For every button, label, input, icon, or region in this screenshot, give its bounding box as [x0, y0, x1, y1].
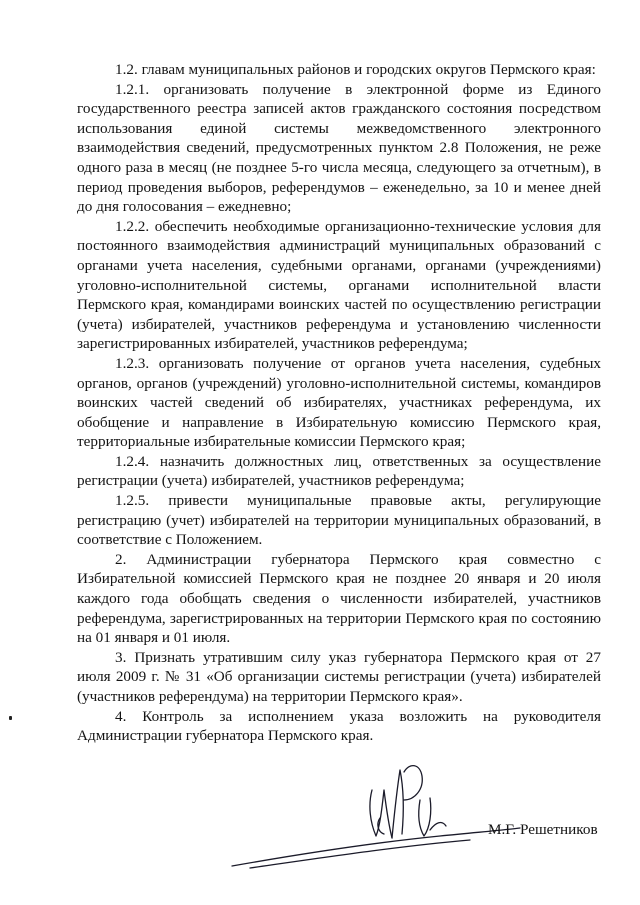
paragraph-1-2: 1.2. главам муниципальных районов и городских округов Пермского края: [115, 61, 596, 78]
paragraph-1-2-4: 1.2.4. назначить должностных лиц, ответственных за осуществление регистрации (учета) избирателей, участников референдума; [77, 452, 601, 490]
scan-speck [9, 716, 12, 720]
paragraph-1-2-3: 1.2.3. организовать получение от органов учета населения, судебных органов, органов (учреждений) уголовно-исполнительной системы, командиров воинских частей сведений об избирателях, участниках референдума, их обобщение и направление в Избирательную комиссию Пермского края, территориальные избирательные комиссии Пермского края; [77, 354, 601, 451]
document-body [77, 60, 601, 746]
paragraph-2: 2. Администрации губернатора Пермского края совместно с Избирательной комиссией Пермского края не позднее 20 января и 20 июля каждого года обобщать сведения о численности избирателей, участников референдума, зарегистрированных на территории Пермского края по состоянию на 01 января и 01 июля. [77, 550, 601, 647]
paragraph-1-2-5: 1.2.5. привести муниципальные правовые акты, регулирующие регистрацию (учет) избирателей на территории муниципальных образований, в соответствие с Положением. [77, 492, 601, 549]
signer-name: М.Г. Решетников [488, 821, 598, 838]
paragraph-1-2-1: 1.2.1. организовать получение в электронной форме из Единого государственного реестра записей актов гражданского состояния посредством использования единой системы межведомственного электронного взаимодействия сведений, предусмотренных пунктом 2.8 Положения, не реже одного раза в месяц (не позднее 5-го числа месяца, следующего за отчетным), в период проведения выборов, референдумов – еженедельно, за 10 и менее дней до дня голосования – ежедневно; [77, 80, 601, 216]
paragraph-3: 3. Признать утратившим силу указ губернатора Пермского края от 27 июля 2009 г. № 31 «Об организации системы регистрации (учета) избирателей (участников референдума) на территории Пермского края». [77, 648, 601, 705]
paragraph-4: 4. Контроль за исполнением указа возложить на руководителя Администрации губернатора Пермского края. [77, 707, 601, 745]
paragraph-1-2-2: 1.2.2. обеспечить необходимые организационно-технические условия для постоянного взаимодействия администраций муниципальных образований с органами учета населения, судебными органами, органами (учреждениями) уголовно-исполнительной системы, органами исполнительной власти Пермского края, командирами воинских частей по осуществлению регистрации (учета) избирателей, участников референдума и установлению численности зарегистрированных избирателей, участников референдума; [77, 217, 601, 353]
